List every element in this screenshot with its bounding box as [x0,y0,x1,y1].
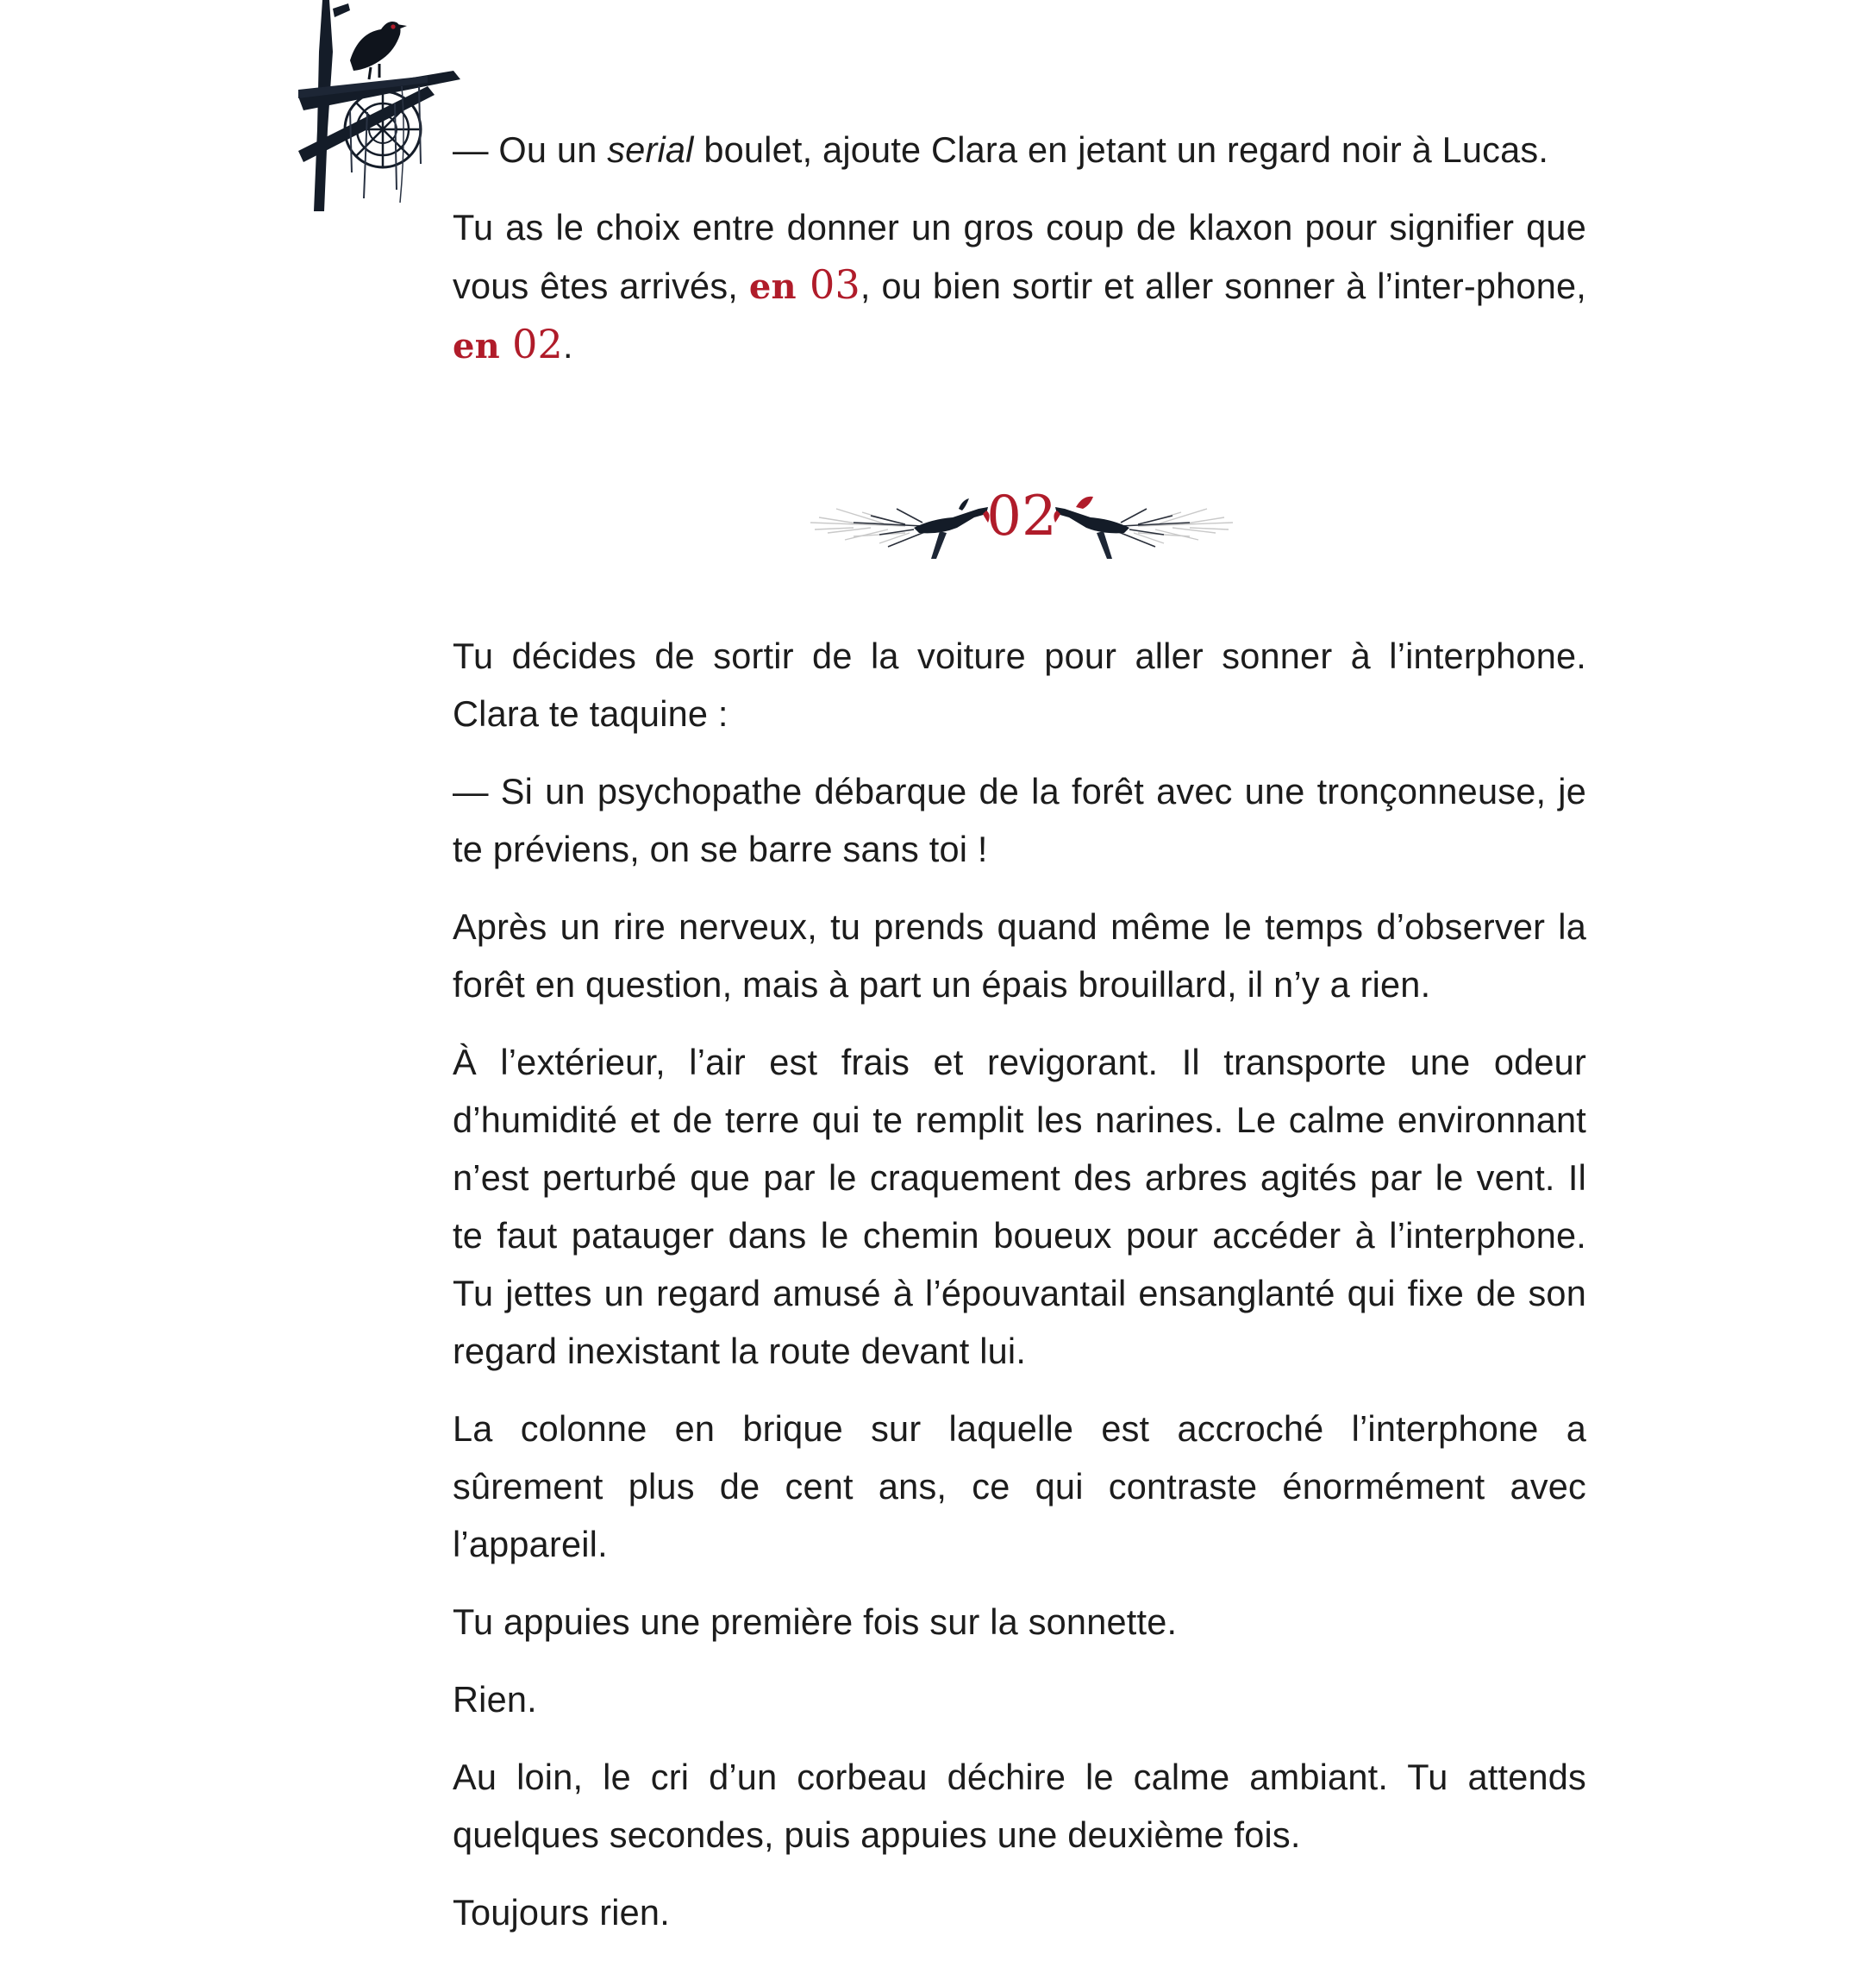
section-header [802,483,1241,578]
intro-dialogue: — Ou un serial boulet, ajoute Clara en jetant un regard noir à Lucas. [453,129,1549,170]
section-body [453,627,1586,1961]
paragraph: Tu appuies une première fois sur la sonnette. [453,1601,1178,1642]
paragraph: La colonne en brique sur laquelle est accroché l’interphone a sûrement plus de cent ans, ce qui contraste énormément avec l’appareil. [453,1408,1586,1564]
choice-link-02[interactable]: en 02 [453,321,564,367]
intro-block [453,121,1586,395]
paragraph: Tu décides de sortir de la voiture pour aller sonner à l’interphone. Clara te taquine : [453,636,1586,734]
paragraph: — Si un psychopathe débarque de la forêt avec une tronçonneuse, je te préviens, on se barre sans toi ! [453,771,1586,869]
paragraph: Toujours rien. [453,1892,670,1933]
paragraph: Au loin, le cri d’un corbeau déchire le calme ambiant. Tu attends quelques secondes, puis appuies une deuxième fois. [453,1757,1586,1855]
paragraph: À l’extérieur, l’air est frais et revigorant. Il transporte une odeur d’humidité et de terre qui te remplit les narines. Le calme environnant n’est perturbé que par le craquement des arbres agités par le vent. Il te faut patauger dans le chemin boueux pour accéder à l’interphone. Tu jettes un regard amusé à l’épouvantail ensanglanté qui fixe de son regard inexistant la route devant lui. [453,1042,1586,1371]
intro-choice: Tu as le choix entre donner un gros coup de klaxon pour signifier que vous êtes arrivés, en 03, ou bien sortir et aller sonner à l’inter-phone, en 02. [453,207,1586,367]
paragraph: Rien. [453,1679,537,1720]
choice-link-03[interactable]: en 03 [748,261,860,308]
section-number: 02 [986,485,1057,548]
paragraph: Après un rire nerveux, tu prends quand même le temps d’observer la forêt en question, mais à part un épais brouillard, il n’y a rien. [453,906,1586,1005]
